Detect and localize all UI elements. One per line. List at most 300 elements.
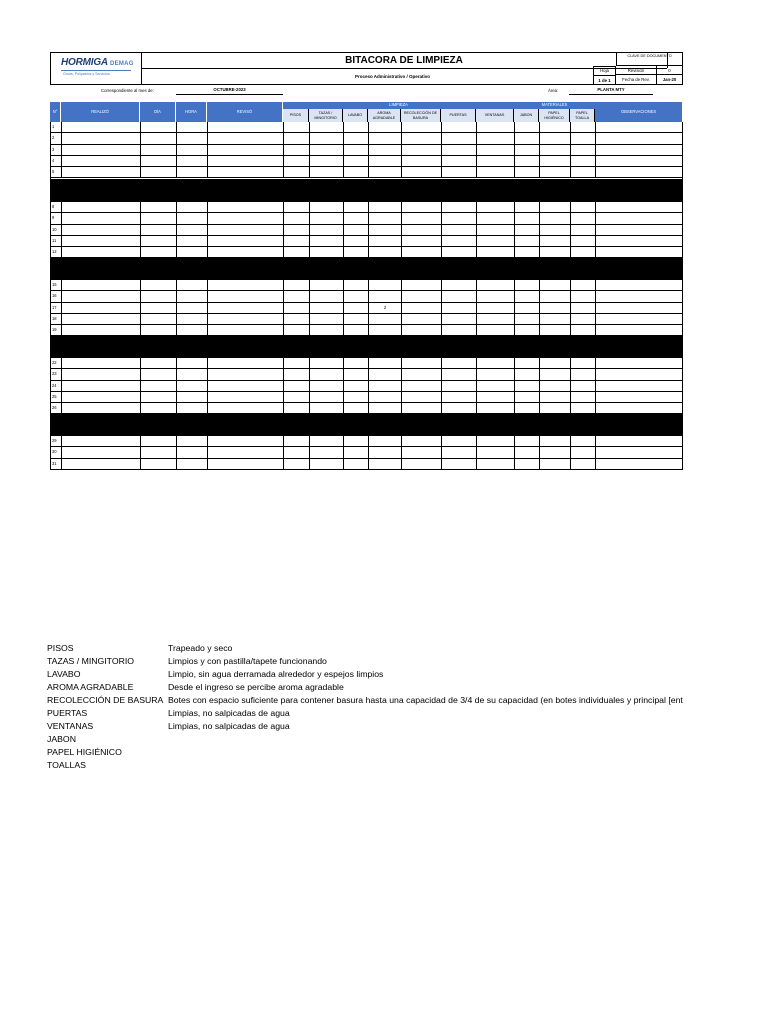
table-cell-observaciones[interactable]	[595, 280, 683, 290]
table-cell-puertas[interactable]	[441, 202, 476, 212]
table-cell-tazas[interactable]	[309, 167, 343, 177]
table-cell-lavabo[interactable]	[343, 145, 368, 155]
table-cell-realizo[interactable]	[61, 156, 140, 166]
table-cell-jabon[interactable]	[514, 392, 539, 402]
table-cell-pisos[interactable]	[283, 436, 309, 446]
table-cell-puertas[interactable]	[441, 392, 476, 402]
table-cell-realizo[interactable]	[61, 122, 140, 132]
table-cell-realizo[interactable]	[61, 291, 140, 301]
table-cell-reviso[interactable]	[207, 291, 283, 301]
table-cell-puertas[interactable]	[441, 403, 476, 413]
table-cell-ventanas[interactable]	[476, 133, 514, 143]
table-cell-ventanas[interactable]	[476, 392, 514, 402]
table-cell-basura[interactable]	[401, 358, 441, 368]
table-cell-hora[interactable]	[176, 280, 207, 290]
table-cell-reviso[interactable]	[207, 280, 283, 290]
table-cell-realizo[interactable]	[61, 213, 140, 223]
table-cell-pisos[interactable]	[283, 358, 309, 368]
table-cell-puertas[interactable]	[441, 303, 476, 313]
table-cell-dia[interactable]	[140, 459, 176, 469]
table-cell-realizo[interactable]	[61, 133, 140, 143]
table-cell-basura[interactable]	[401, 291, 441, 301]
table-cell-ventanas[interactable]	[476, 314, 514, 324]
table-cell-jabon[interactable]	[514, 213, 539, 223]
table-cell-pisos[interactable]	[283, 291, 309, 301]
table-cell-observaciones[interactable]	[595, 303, 683, 313]
table-cell-reviso[interactable]	[207, 225, 283, 235]
table-cell-realizo[interactable]	[61, 225, 140, 235]
table-cell-pisos[interactable]	[283, 202, 309, 212]
table-cell-lavabo[interactable]	[343, 247, 368, 257]
table-cell-tazas[interactable]	[309, 459, 343, 469]
table-cell-dia[interactable]	[140, 225, 176, 235]
table-cell-jabon[interactable]	[514, 403, 539, 413]
table-cell-aroma[interactable]	[368, 314, 401, 324]
table-cell-dia[interactable]	[140, 133, 176, 143]
table-cell-dia[interactable]	[140, 358, 176, 368]
table-cell-basura[interactable]	[401, 167, 441, 177]
table-cell-dia[interactable]	[140, 392, 176, 402]
table-cell-jabon[interactable]	[514, 202, 539, 212]
table-cell-puertas[interactable]	[441, 247, 476, 257]
table-cell-tazas[interactable]	[309, 358, 343, 368]
table-cell-puertas[interactable]	[441, 369, 476, 379]
table-cell-jabon[interactable]	[514, 280, 539, 290]
table-cell-pisos[interactable]	[283, 167, 309, 177]
table-cell-lavabo[interactable]	[343, 325, 368, 335]
table-cell-ventanas[interactable]	[476, 325, 514, 335]
table-cell-lavabo[interactable]	[343, 213, 368, 223]
table-cell-tazas[interactable]	[309, 156, 343, 166]
table-cell-tazas[interactable]	[309, 303, 343, 313]
table-cell-dia[interactable]	[140, 280, 176, 290]
table-cell-hora[interactable]	[176, 447, 207, 457]
table-cell-realizo[interactable]	[61, 358, 140, 368]
table-cell-hora[interactable]	[176, 436, 207, 446]
table-cell-papel-toalla[interactable]	[570, 358, 595, 368]
table-cell-puertas[interactable]	[441, 447, 476, 457]
table-cell-puertas[interactable]	[441, 167, 476, 177]
table-cell-jabon[interactable]	[514, 156, 539, 166]
table-cell-hora[interactable]	[176, 225, 207, 235]
table-cell-reviso[interactable]	[207, 369, 283, 379]
table-cell-pisos[interactable]	[283, 213, 309, 223]
table-cell-reviso[interactable]	[207, 236, 283, 246]
table-cell-observaciones[interactable]	[595, 247, 683, 257]
table-cell-lavabo[interactable]	[343, 392, 368, 402]
table-cell-observaciones[interactable]	[595, 213, 683, 223]
table-cell-tazas[interactable]	[309, 280, 343, 290]
table-cell-papel-toalla[interactable]	[570, 314, 595, 324]
table-cell-jabon[interactable]	[514, 381, 539, 391]
table-cell-tazas[interactable]	[309, 202, 343, 212]
table-cell-realizo[interactable]	[61, 145, 140, 155]
table-cell-jabon[interactable]	[514, 133, 539, 143]
table-cell-ventanas[interactable]	[476, 447, 514, 457]
table-cell-hora[interactable]	[176, 122, 207, 132]
table-cell-lavabo[interactable]	[343, 447, 368, 457]
table-cell-realizo[interactable]	[61, 381, 140, 391]
table-cell-basura[interactable]	[401, 133, 441, 143]
table-cell-basura[interactable]	[401, 280, 441, 290]
table-cell-ventanas[interactable]	[476, 303, 514, 313]
table-cell-hora[interactable]	[176, 381, 207, 391]
table-cell-reviso[interactable]	[207, 447, 283, 457]
table-cell-hora[interactable]	[176, 314, 207, 324]
table-cell-tazas[interactable]	[309, 436, 343, 446]
table-cell-tazas[interactable]	[309, 392, 343, 402]
table-cell-tazas[interactable]	[309, 325, 343, 335]
table-cell-reviso[interactable]	[207, 202, 283, 212]
table-cell-papel-higienico[interactable]	[539, 447, 570, 457]
table-cell-lavabo[interactable]	[343, 133, 368, 143]
table-cell-pisos[interactable]	[283, 392, 309, 402]
table-cell-ventanas[interactable]	[476, 213, 514, 223]
table-cell-jabon[interactable]	[514, 369, 539, 379]
table-cell-basura[interactable]	[401, 436, 441, 446]
table-cell-reviso[interactable]	[207, 145, 283, 155]
table-cell-lavabo[interactable]	[343, 225, 368, 235]
table-cell-reviso[interactable]	[207, 247, 283, 257]
table-cell-basura[interactable]	[401, 156, 441, 166]
table-cell-papel-higienico[interactable]	[539, 358, 570, 368]
table-cell-lavabo[interactable]	[343, 122, 368, 132]
table-cell-aroma[interactable]	[368, 167, 401, 177]
table-cell-ventanas[interactable]	[476, 145, 514, 155]
table-cell-lavabo[interactable]	[343, 236, 368, 246]
table-cell-realizo[interactable]	[61, 280, 140, 290]
table-cell-reviso[interactable]	[207, 213, 283, 223]
table-cell-observaciones[interactable]	[595, 358, 683, 368]
table-cell-tazas[interactable]	[309, 236, 343, 246]
table-cell-jabon[interactable]	[514, 358, 539, 368]
table-cell-basura[interactable]	[401, 145, 441, 155]
table-cell-lavabo[interactable]	[343, 202, 368, 212]
table-cell-tazas[interactable]	[309, 291, 343, 301]
table-cell-basura[interactable]	[401, 403, 441, 413]
table-cell-dia[interactable]	[140, 403, 176, 413]
table-cell-papel-higienico[interactable]	[539, 403, 570, 413]
table-cell-papel-higienico[interactable]	[539, 133, 570, 143]
table-cell-pisos[interactable]	[283, 236, 309, 246]
table-cell-papel-toalla[interactable]	[570, 167, 595, 177]
table-cell-papel-higienico[interactable]	[539, 314, 570, 324]
table-cell-observaciones[interactable]	[595, 369, 683, 379]
table-cell-lavabo[interactable]	[343, 303, 368, 313]
table-cell-realizo[interactable]	[61, 247, 140, 257]
table-cell-reviso[interactable]	[207, 303, 283, 313]
table-cell-hora[interactable]	[176, 303, 207, 313]
table-cell-tazas[interactable]	[309, 133, 343, 143]
table-cell-reviso[interactable]	[207, 325, 283, 335]
table-cell-reviso[interactable]	[207, 403, 283, 413]
table-cell-papel-toalla[interactable]	[570, 156, 595, 166]
table-cell-tazas[interactable]	[309, 381, 343, 391]
table-cell-reviso[interactable]	[207, 459, 283, 469]
table-cell-hora[interactable]	[176, 213, 207, 223]
table-cell-puertas[interactable]	[441, 436, 476, 446]
table-cell-puertas[interactable]	[441, 381, 476, 391]
table-cell-observaciones[interactable]	[595, 202, 683, 212]
table-cell-papel-toalla[interactable]	[570, 236, 595, 246]
table-cell-observaciones[interactable]	[595, 325, 683, 335]
table-cell-papel-toalla[interactable]	[570, 303, 595, 313]
table-cell-aroma[interactable]	[368, 392, 401, 402]
table-cell-basura[interactable]	[401, 314, 441, 324]
table-cell-hora[interactable]	[176, 369, 207, 379]
table-cell-realizo[interactable]	[61, 403, 140, 413]
table-cell-observaciones[interactable]	[595, 133, 683, 143]
table-cell-aroma[interactable]	[368, 145, 401, 155]
table-cell-hora[interactable]	[176, 358, 207, 368]
table-cell-papel-toalla[interactable]	[570, 381, 595, 391]
table-cell-papel-higienico[interactable]	[539, 392, 570, 402]
table-cell-jabon[interactable]	[514, 225, 539, 235]
table-cell-basura[interactable]	[401, 447, 441, 457]
table-cell-jabon[interactable]	[514, 236, 539, 246]
table-cell-papel-higienico[interactable]	[539, 381, 570, 391]
table-cell-basura[interactable]	[401, 247, 441, 257]
table-cell-papel-higienico[interactable]	[539, 325, 570, 335]
table-cell-jabon[interactable]	[514, 145, 539, 155]
table-cell-lavabo[interactable]	[343, 436, 368, 446]
table-cell-papel-higienico[interactable]	[539, 236, 570, 246]
table-cell-basura[interactable]	[401, 213, 441, 223]
table-cell-basura[interactable]	[401, 202, 441, 212]
table-cell-papel-toalla[interactable]	[570, 225, 595, 235]
table-cell-basura[interactable]	[401, 392, 441, 402]
table-cell-puertas[interactable]	[441, 156, 476, 166]
table-cell-papel-toalla[interactable]	[570, 291, 595, 301]
table-cell-basura[interactable]	[401, 225, 441, 235]
table-cell-papel-toalla[interactable]	[570, 459, 595, 469]
table-cell-aroma[interactable]	[368, 156, 401, 166]
table-cell-reviso[interactable]	[207, 436, 283, 446]
table-cell-papel-higienico[interactable]	[539, 303, 570, 313]
table-cell-basura[interactable]	[401, 369, 441, 379]
table-cell-lavabo[interactable]	[343, 358, 368, 368]
table-cell-observaciones[interactable]	[595, 392, 683, 402]
table-cell-jabon[interactable]	[514, 167, 539, 177]
table-cell-papel-higienico[interactable]	[539, 213, 570, 223]
table-cell-dia[interactable]	[140, 303, 176, 313]
table-cell-ventanas[interactable]	[476, 436, 514, 446]
table-cell-aroma[interactable]	[368, 358, 401, 368]
table-cell-basura[interactable]	[401, 236, 441, 246]
table-cell-aroma[interactable]	[368, 381, 401, 391]
table-cell-lavabo[interactable]	[343, 156, 368, 166]
table-cell-realizo[interactable]	[61, 325, 140, 335]
table-cell-papel-toalla[interactable]	[570, 247, 595, 257]
table-cell-observaciones[interactable]	[595, 156, 683, 166]
table-cell-hora[interactable]	[176, 167, 207, 177]
table-cell-observaciones[interactable]	[595, 381, 683, 391]
table-cell-puertas[interactable]	[441, 280, 476, 290]
table-cell-pisos[interactable]	[283, 325, 309, 335]
table-cell-papel-toalla[interactable]	[570, 133, 595, 143]
table-cell-lavabo[interactable]	[343, 280, 368, 290]
table-cell-papel-toalla[interactable]	[570, 145, 595, 155]
table-cell-ventanas[interactable]	[476, 358, 514, 368]
table-cell-papel-toalla[interactable]	[570, 392, 595, 402]
table-cell-hora[interactable]	[176, 392, 207, 402]
table-cell-aroma[interactable]	[368, 369, 401, 379]
table-cell-ventanas[interactable]	[476, 280, 514, 290]
table-cell-reviso[interactable]	[207, 392, 283, 402]
table-cell-realizo[interactable]	[61, 369, 140, 379]
table-cell-pisos[interactable]	[283, 381, 309, 391]
table-cell-puertas[interactable]	[441, 122, 476, 132]
table-cell-ventanas[interactable]	[476, 236, 514, 246]
table-cell-dia[interactable]	[140, 122, 176, 132]
table-cell-aroma[interactable]: 2	[368, 303, 401, 313]
table-cell-papel-toalla[interactable]	[570, 369, 595, 379]
table-cell-jabon[interactable]	[514, 325, 539, 335]
table-cell-observaciones[interactable]	[595, 314, 683, 324]
table-cell-hora[interactable]	[176, 133, 207, 143]
table-cell-papel-toalla[interactable]	[570, 403, 595, 413]
table-cell-reviso[interactable]	[207, 133, 283, 143]
table-cell-papel-higienico[interactable]	[539, 145, 570, 155]
table-cell-tazas[interactable]	[309, 403, 343, 413]
table-cell-tazas[interactable]	[309, 213, 343, 223]
table-cell-puertas[interactable]	[441, 459, 476, 469]
table-cell-puertas[interactable]	[441, 133, 476, 143]
table-cell-lavabo[interactable]	[343, 167, 368, 177]
table-cell-papel-higienico[interactable]	[539, 459, 570, 469]
table-cell-ventanas[interactable]	[476, 381, 514, 391]
table-cell-dia[interactable]	[140, 156, 176, 166]
table-cell-ventanas[interactable]	[476, 369, 514, 379]
table-cell-papel-higienico[interactable]	[539, 202, 570, 212]
table-cell-reviso[interactable]	[207, 381, 283, 391]
table-cell-aroma[interactable]	[368, 291, 401, 301]
table-cell-dia[interactable]	[140, 369, 176, 379]
table-cell-dia[interactable]	[140, 213, 176, 223]
table-cell-papel-higienico[interactable]	[539, 225, 570, 235]
table-cell-realizo[interactable]	[61, 314, 140, 324]
table-cell-pisos[interactable]	[283, 225, 309, 235]
table-cell-papel-toalla[interactable]	[570, 122, 595, 132]
table-cell-aroma[interactable]	[368, 202, 401, 212]
table-cell-papel-higienico[interactable]	[539, 247, 570, 257]
table-cell-aroma[interactable]	[368, 213, 401, 223]
table-cell-realizo[interactable]	[61, 236, 140, 246]
table-cell-puertas[interactable]	[441, 225, 476, 235]
table-cell-lavabo[interactable]	[343, 381, 368, 391]
table-cell-tazas[interactable]	[309, 447, 343, 457]
table-cell-observaciones[interactable]	[595, 447, 683, 457]
table-cell-lavabo[interactable]	[343, 403, 368, 413]
table-cell-pisos[interactable]	[283, 156, 309, 166]
table-cell-aroma[interactable]	[368, 225, 401, 235]
table-cell-aroma[interactable]	[368, 122, 401, 132]
table-cell-lavabo[interactable]	[343, 459, 368, 469]
table-cell-tazas[interactable]	[309, 225, 343, 235]
table-cell-observaciones[interactable]	[595, 236, 683, 246]
table-cell-pisos[interactable]	[283, 447, 309, 457]
table-cell-hora[interactable]	[176, 145, 207, 155]
table-cell-pisos[interactable]	[283, 314, 309, 324]
table-cell-realizo[interactable]	[61, 202, 140, 212]
table-cell-papel-toalla[interactable]	[570, 213, 595, 223]
table-cell-observaciones[interactable]	[595, 403, 683, 413]
table-cell-hora[interactable]	[176, 202, 207, 212]
table-cell-tazas[interactable]	[309, 122, 343, 132]
table-cell-pisos[interactable]	[283, 247, 309, 257]
table-cell-pisos[interactable]	[283, 133, 309, 143]
table-cell-lavabo[interactable]	[343, 291, 368, 301]
table-cell-tazas[interactable]	[309, 314, 343, 324]
table-cell-aroma[interactable]	[368, 447, 401, 457]
table-cell-hora[interactable]	[176, 459, 207, 469]
table-cell-ventanas[interactable]	[476, 459, 514, 469]
table-cell-puertas[interactable]	[441, 213, 476, 223]
table-cell-ventanas[interactable]	[476, 225, 514, 235]
table-cell-dia[interactable]	[140, 145, 176, 155]
table-cell-observaciones[interactable]	[595, 145, 683, 155]
table-cell-realizo[interactable]	[61, 447, 140, 457]
table-cell-observaciones[interactable]	[595, 225, 683, 235]
table-cell-papel-toalla[interactable]	[570, 280, 595, 290]
table-cell-papel-higienico[interactable]	[539, 369, 570, 379]
table-cell-hora[interactable]	[176, 403, 207, 413]
table-cell-puertas[interactable]	[441, 325, 476, 335]
table-cell-papel-toalla[interactable]	[570, 447, 595, 457]
table-cell-observaciones[interactable]	[595, 459, 683, 469]
table-cell-papel-toalla[interactable]	[570, 202, 595, 212]
table-cell-observaciones[interactable]	[595, 291, 683, 301]
table-cell-jabon[interactable]	[514, 303, 539, 313]
table-cell-hora[interactable]	[176, 156, 207, 166]
table-cell-ventanas[interactable]	[476, 202, 514, 212]
table-cell-papel-higienico[interactable]	[539, 122, 570, 132]
table-cell-lavabo[interactable]	[343, 314, 368, 324]
table-cell-aroma[interactable]	[368, 325, 401, 335]
table-cell-dia[interactable]	[140, 325, 176, 335]
table-cell-dia[interactable]	[140, 202, 176, 212]
table-cell-puertas[interactable]	[441, 291, 476, 301]
table-cell-reviso[interactable]	[207, 122, 283, 132]
table-cell-papel-toalla[interactable]	[570, 325, 595, 335]
table-cell-hora[interactable]	[176, 236, 207, 246]
table-cell-aroma[interactable]	[368, 133, 401, 143]
table-cell-jabon[interactable]	[514, 122, 539, 132]
table-cell-basura[interactable]	[401, 303, 441, 313]
table-cell-dia[interactable]	[140, 447, 176, 457]
table-cell-dia[interactable]	[140, 236, 176, 246]
table-cell-hora[interactable]	[176, 247, 207, 257]
table-cell-papel-higienico[interactable]	[539, 291, 570, 301]
table-cell-tazas[interactable]	[309, 369, 343, 379]
table-cell-lavabo[interactable]	[343, 369, 368, 379]
table-cell-ventanas[interactable]	[476, 122, 514, 132]
table-cell-papel-higienico[interactable]	[539, 156, 570, 166]
table-cell-observaciones[interactable]	[595, 436, 683, 446]
table-cell-aroma[interactable]	[368, 247, 401, 257]
table-cell-hora[interactable]	[176, 291, 207, 301]
table-cell-papel-higienico[interactable]	[539, 436, 570, 446]
table-cell-jabon[interactable]	[514, 447, 539, 457]
table-cell-ventanas[interactable]	[476, 291, 514, 301]
table-cell-pisos[interactable]	[283, 145, 309, 155]
table-cell-observaciones[interactable]	[595, 122, 683, 132]
table-cell-ventanas[interactable]	[476, 156, 514, 166]
table-cell-ventanas[interactable]	[476, 247, 514, 257]
table-cell-aroma[interactable]	[368, 280, 401, 290]
table-cell-realizo[interactable]	[61, 436, 140, 446]
table-cell-dia[interactable]	[140, 247, 176, 257]
